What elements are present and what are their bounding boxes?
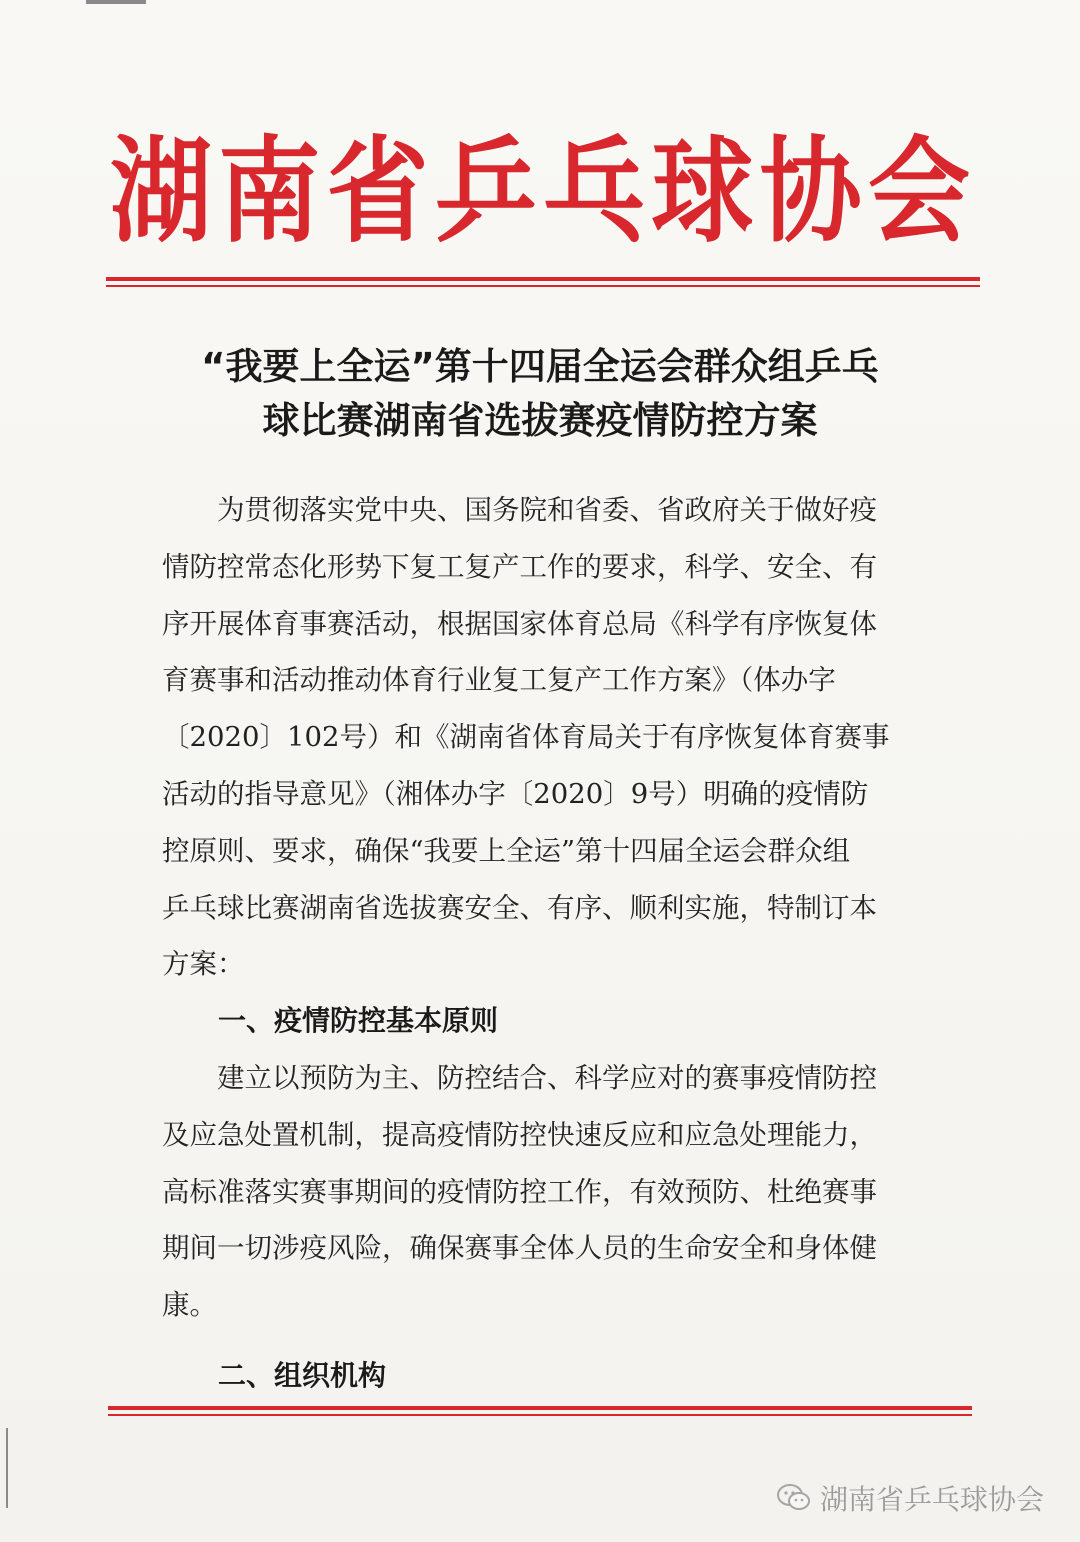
letterhead-char: 协 (759, 125, 862, 260)
intro-line: 育赛事和活动推动体育行业复工复产工作方案》（体办字 (162, 664, 836, 697)
wechat-icon (776, 1482, 812, 1514)
letterhead-char: 球 (651, 125, 754, 260)
footer-rule-thick (108, 1406, 972, 1410)
section-heading-principles: 一、疫情防控基本原则 (218, 1004, 499, 1038)
intro-line: 情防控常态化形势下复工复产工作的要求，科学、安全、有 (162, 550, 877, 583)
footer-rule-thin (108, 1414, 972, 1416)
principles-line: 建立以预防为主、防控结合、科学应对的赛事疫情防控 (217, 1061, 877, 1094)
document-body (162, 482, 914, 1405)
title-line-2: 球比赛湖南省选拔赛疫情防控方案 (262, 399, 818, 442)
organization-letterhead (110, 118, 970, 268)
document-title (120, 340, 960, 448)
letterhead-rule-thin (106, 285, 980, 287)
intro-paragraph (162, 482, 914, 993)
watermark-text: 湖南省乒乓球协会 (819, 1483, 1044, 1516)
intro-line: 方案： (162, 948, 245, 981)
intro-line: 序开展体育事赛活动，根据国家体育总局《科学有序恢复体 (162, 607, 877, 640)
scan-edge-mark (86, 0, 146, 4)
letterhead-char: 会 (867, 125, 970, 260)
section-heading-organization: 二、组织机构 (218, 1358, 387, 1392)
principles-paragraph (162, 1050, 914, 1334)
intro-line: 为贯彻落实党中央、国务院和省委、省政府关于做好疫 (217, 494, 877, 526)
letterhead-char: 湖 (110, 125, 212, 260)
intro-line: 乒乓球比赛湖南省选拔赛安全、有序、顺利实施，特制订本 (162, 891, 877, 924)
letterhead-char: 乒 (434, 125, 537, 260)
principles-line: 康。 (162, 1289, 217, 1322)
title-line-1: “我要上全运”第十四届全运会群众组乒乓 (201, 345, 879, 388)
principles-line: 高标准落实赛事期间的疫情防控工作，有效预防、杜绝赛事 (162, 1175, 877, 1208)
intro-line: 控原则、要求，确保“我要上全运”第十四届全运会群众组 (162, 834, 851, 867)
intro-line: 〔2020〕102号）和《湖南省体育局关于有序恢复体育赛事 (162, 721, 890, 754)
letterhead-char: 南 (218, 125, 321, 260)
letterhead-rule-thick (106, 277, 980, 281)
principles-line: 期间一切涉疫风险，确保赛事全体人员的生命安全和身体健 (162, 1232, 877, 1265)
letterhead-char: 省 (326, 125, 429, 260)
scan-edge-line (6, 1428, 8, 1508)
intro-line: 活动的指导意见》（湘体办字〔2020〕9号）明确的疫情防 (162, 777, 869, 810)
letterhead-char: 乓 (543, 125, 646, 260)
wechat-watermark (776, 1478, 1044, 1518)
principles-line: 及应急处置机制，提高疫情防控快速反应和应急处理能力， (162, 1118, 877, 1151)
